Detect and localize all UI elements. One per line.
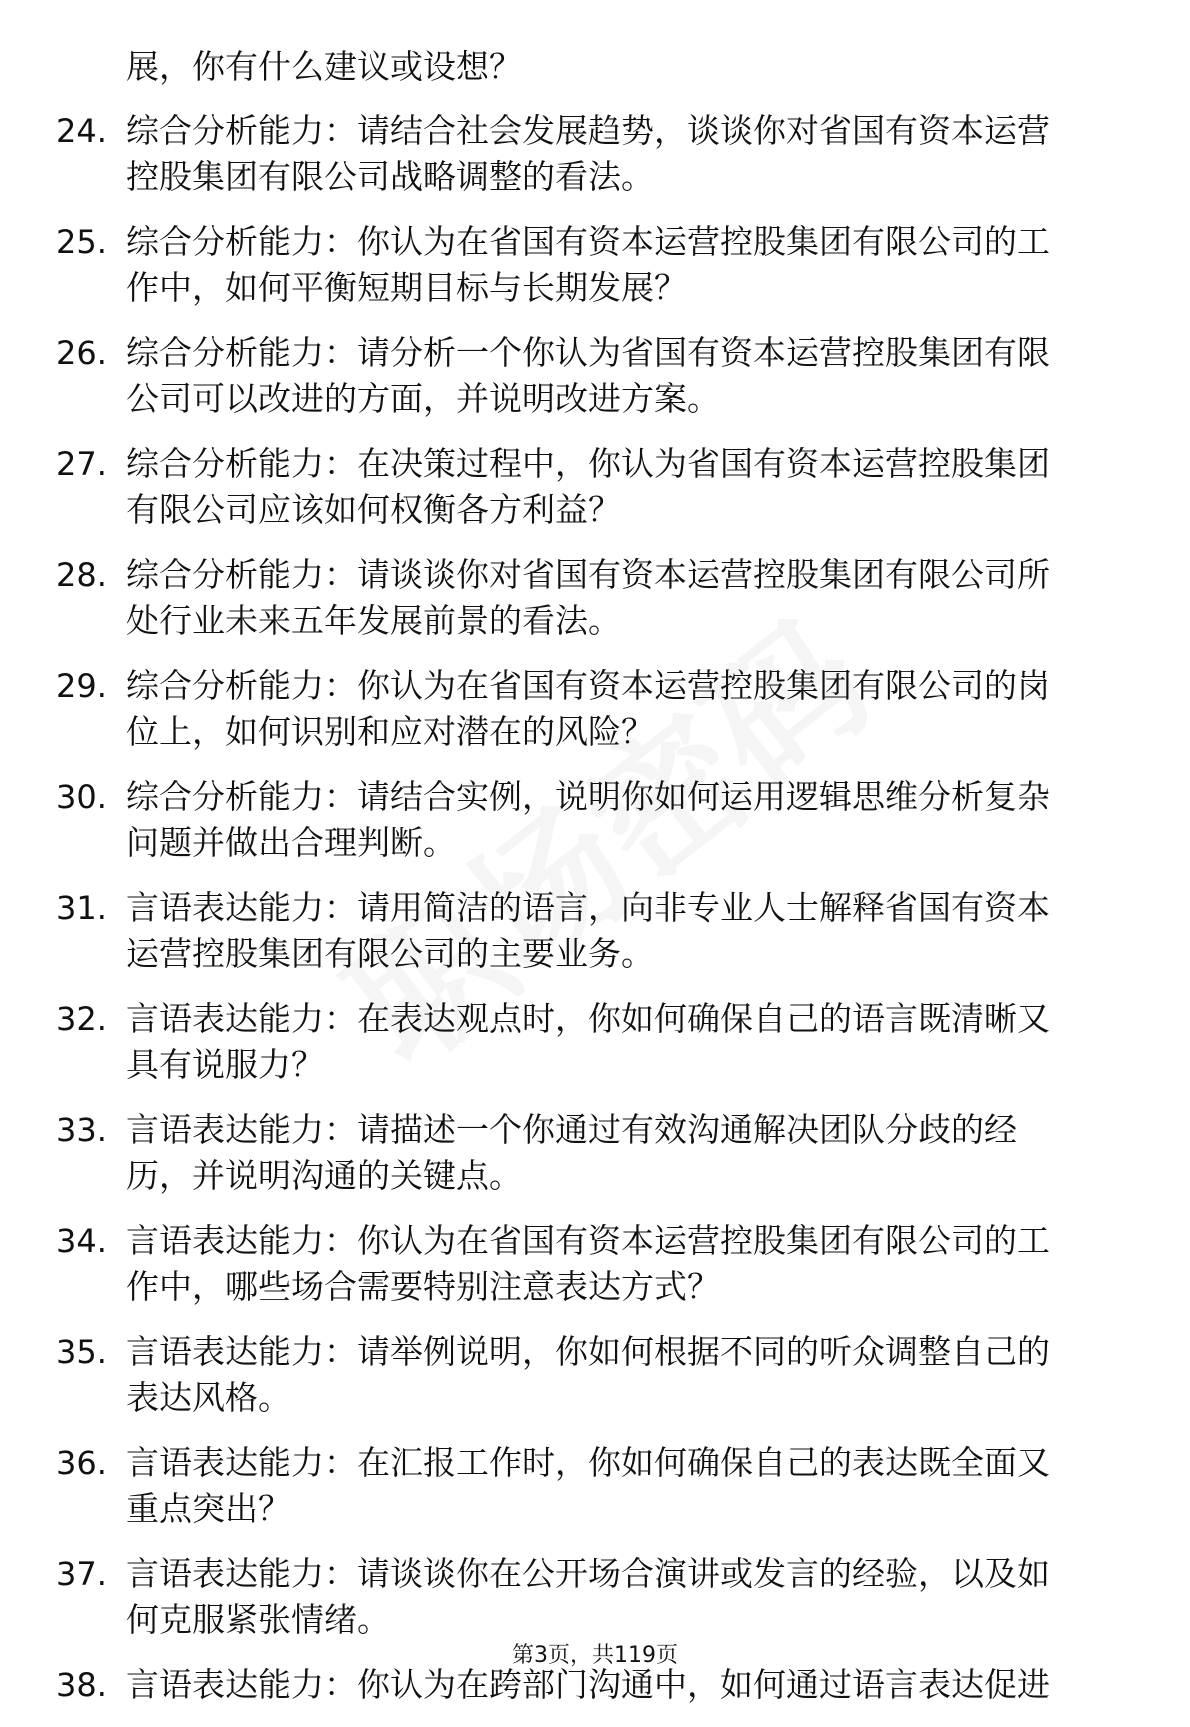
item-text	[126, 774, 1126, 866]
continuation-line: 展，你有什么建议或设想？	[126, 47, 522, 86]
question-list	[56, 44, 1126, 1727]
item-text-line: 重点突出？	[126, 1489, 291, 1528]
item-text	[126, 219, 1126, 311]
item-text-line: 位上，如何识别和应对潜在的风险？	[126, 712, 654, 751]
list-item	[56, 441, 1126, 533]
item-text-line: 历，并说明沟通的关键点。	[126, 1156, 522, 1195]
item-number: 32.	[56, 1000, 107, 1038]
list-item	[56, 1551, 1126, 1643]
list-item	[56, 996, 1126, 1088]
list-item	[56, 1440, 1126, 1532]
item-text	[126, 108, 1126, 200]
item-number: 36.	[56, 1444, 107, 1482]
list-item	[56, 1107, 1126, 1199]
item-text	[126, 1329, 1126, 1421]
item-text	[126, 996, 1126, 1088]
item-text-line: 言语表达能力：请谈谈你在公开场合演讲或发言的经验，以及如	[126, 1554, 1050, 1593]
item-text-line: 综合分析能力：在决策过程中，你认为省国有资本运营控股集团	[126, 444, 1050, 483]
item-text	[126, 552, 1126, 644]
item-text-line: 言语表达能力：请描述一个你通过有效沟通解决团队分歧的经	[126, 1110, 1017, 1149]
item-text-line: 综合分析能力：你认为在省国有资本运营控股集团有限公司的工	[126, 222, 1050, 261]
page-footer: 第3页，共119页	[512, 1643, 678, 1668]
item-text-line: 公司可以改进的方面，并说明改进方案。	[126, 379, 720, 418]
list-item	[56, 1329, 1126, 1421]
item-number: 37.	[56, 1555, 107, 1593]
item-text	[126, 441, 1126, 533]
item-text-line: 综合分析能力：请分析一个你认为省国有资本运营控股集团有限	[126, 333, 1050, 372]
item-number: 28.	[56, 556, 107, 594]
item-number: 34.	[56, 1222, 107, 1260]
list-item	[56, 219, 1126, 311]
item-number: 25.	[56, 223, 107, 261]
list-item	[56, 1218, 1126, 1310]
item-text-line: 综合分析能力：请谈谈你对省国有资本运营控股集团有限公司所	[126, 555, 1050, 594]
item-number: 31.	[56, 889, 107, 927]
item-number: 33.	[56, 1111, 107, 1149]
list-item	[56, 330, 1126, 422]
item-number: 24.	[56, 112, 107, 150]
item-text-line: 何克服紧张情绪。	[126, 1600, 390, 1639]
item-number: 27.	[56, 445, 107, 483]
item-text-line: 综合分析能力：请结合实例，说明你如何运用逻辑思维分析复杂	[126, 777, 1050, 816]
item-text-line: 运营控股集团有限公司的主要业务。	[126, 934, 654, 973]
item-text-line: 处行业未来五年发展前景的看法。	[126, 601, 621, 640]
item-text-line: 言语表达能力：请用简洁的语言，向非专业人士解释省国有资本	[126, 888, 1050, 927]
item-text-line: 综合分析能力：你认为在省国有资本运营控股集团有限公司的岗	[126, 666, 1050, 705]
item-number: 29.	[56, 667, 107, 705]
item-text-line: 具有说服力？	[126, 1045, 324, 1084]
item-text	[126, 1107, 1126, 1199]
item-text	[126, 1440, 1126, 1532]
list-item	[56, 663, 1126, 755]
list-item	[56, 885, 1126, 977]
item-text-line: 问题并做出合理判断。	[126, 823, 456, 862]
item-text-line: 言语表达能力：在汇报工作时，你如何确保自己的表达既全面又	[126, 1443, 1050, 1482]
item-text-line: 作中，如何平衡短期目标与长期发展？	[126, 268, 687, 307]
list-item	[56, 108, 1126, 200]
item-text-line: 综合分析能力：请结合社会发展趋势，谈谈你对省国有资本运营	[126, 111, 1050, 150]
item-text	[126, 885, 1126, 977]
item-text-line: 作中，哪些场合需要特别注意表达方式？	[126, 1267, 720, 1306]
item-text-line: 有限公司应该如何权衡各方利益？	[126, 490, 621, 529]
list-item	[56, 774, 1126, 866]
item-text-line: 言语表达能力：你认为在跨部门沟通中，如何通过语言表达促进	[126, 1665, 1050, 1704]
items-container	[56, 108, 1126, 1708]
list-item	[56, 552, 1126, 644]
item-text	[126, 330, 1126, 422]
item-number: 35.	[56, 1333, 107, 1371]
item-text	[126, 1218, 1126, 1310]
item-text-line: 言语表达能力：你认为在省国有资本运营控股集团有限公司的工	[126, 1221, 1050, 1260]
item-text-line: 表达风格。	[126, 1378, 291, 1417]
item-text	[126, 663, 1126, 755]
item-text-line: 言语表达能力：请举例说明，你如何根据不同的听众调整自己的	[126, 1332, 1050, 1371]
item-text-line: 言语表达能力：在表达观点时，你如何确保自己的语言既清晰又	[126, 999, 1050, 1038]
item-number: 26.	[56, 334, 107, 372]
item-text	[126, 1551, 1126, 1643]
item-text-line: 控股集团有限公司战略调整的看法。	[126, 157, 654, 196]
item-number: 38.	[56, 1666, 107, 1704]
item-number: 30.	[56, 778, 107, 816]
